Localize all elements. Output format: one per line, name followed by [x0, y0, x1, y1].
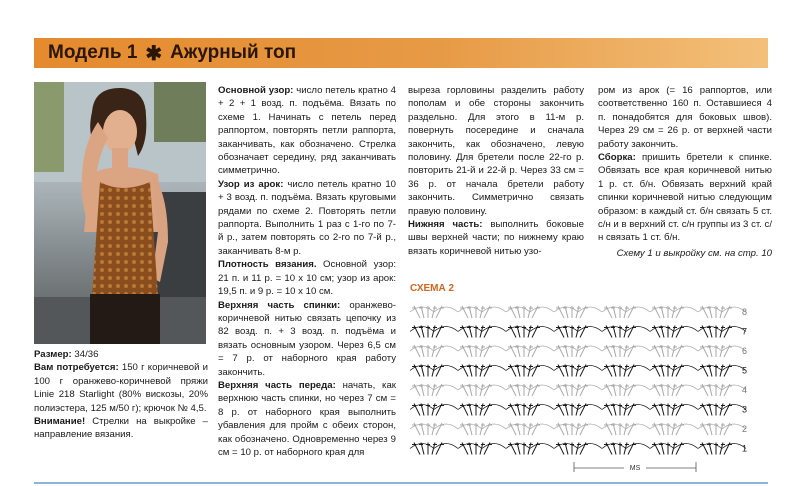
row-number: 3 [742, 404, 748, 415]
paragraph-text: выреза горловины разделить работу пополам и обе стороны закончить раздельно. Для этого в 11-м р. повернуть посередине и сначала закончить, как обозначено, левую половину. Для бретели после 22-го р. повторить 21-й и 22-й р. Через 33 см = 36 р. от начала бретели работу закончить. Симметрично связать правую половину. [408, 85, 584, 217]
row-number: 6 [742, 346, 748, 356]
chain-arc [434, 385, 458, 390]
chain-arc [482, 405, 506, 410]
chain-arc [626, 405, 650, 410]
article-title: Ажурный топ [170, 42, 297, 63]
paragraph-label: Верхняя часть спинки: [218, 299, 341, 311]
chain-arc [674, 346, 698, 351]
chain-arc [626, 346, 650, 351]
chain-arc [674, 327, 698, 332]
chain-arc [434, 307, 458, 312]
chain-arc [530, 327, 554, 332]
row-number: 4 [742, 385, 748, 395]
paragraph [598, 84, 772, 151]
chain-arc [530, 385, 554, 390]
paragraph [218, 178, 396, 258]
chart-stitches [410, 306, 746, 455]
chain-arc [626, 424, 650, 429]
chain-arc [578, 327, 602, 332]
chain-arc [530, 346, 554, 351]
chain-arc [434, 444, 458, 449]
chain-arc [482, 346, 506, 351]
chain-arc [674, 366, 698, 371]
chain-arc [530, 307, 554, 312]
chain-arc [434, 327, 458, 332]
paragraph-text: оранжево-коричневой нитью связать цепочку из 82 возд. п. + 3 возд. п. подъёма и вязать основным узором. Через 6,5 см = 7 р. от наборного края работу закончить. [218, 299, 396, 378]
paragraph-label: Сборка: [598, 152, 636, 164]
materials-label: Вам потребуется: [34, 362, 119, 374]
chain-arc [530, 366, 554, 371]
size-label: Размер: [34, 349, 72, 360]
chain-arc [578, 346, 602, 351]
chain-arc [530, 424, 554, 429]
chain-arc [626, 366, 650, 371]
chain-arc [674, 405, 698, 410]
paragraph [218, 258, 396, 298]
chain-arc [482, 424, 506, 429]
chain-arc [482, 327, 506, 332]
paragraph-text: пришить бретели к спинке. Обвязать все края коричневой нитью 1 р. ст. б/н. Обвязать верхний край спинки коричневой нитью следующим образом: в каждый ст. б/н связать 5 ст. с/н и в верхний ст. с/н группы из 3 ст. с/н связать 1 ст. б/н. [598, 152, 772, 244]
paragraph-text: начать, как верхнюю часть спинки, но через 7 см = 8 р. от наборного края выполнить убавления для пройм с обеих сторон, как обозначено. Одновременно через 9 см = 10 р. от наборного края для [218, 379, 396, 458]
title-bar [34, 38, 768, 68]
row-number: 2 [742, 424, 748, 434]
chain-arc [434, 366, 458, 371]
chain-arc [578, 424, 602, 429]
paragraph [218, 379, 396, 459]
size-value: 34/36 [74, 349, 99, 360]
chain-arc [578, 444, 602, 449]
column-sizes [34, 348, 208, 442]
paragraph-text: число петель кратно 4 + 2 + 1 возд. п. подъёма. Вязать по схеме 1. Начинать с петель перед раппортом, повторять петли раппорта, заканчивать, как обозначено. Стрелка обозначает середину, ряд заканчивать симметрично. [218, 85, 397, 177]
paragraph-label: Плотность вязания. [218, 259, 317, 271]
chain-arc [482, 385, 506, 390]
paragraph-label: Верхняя часть переда: [218, 379, 336, 391]
note-label: Внимание! [34, 416, 86, 428]
chain-arc [482, 307, 506, 312]
paragraph [218, 299, 396, 379]
bottom-rule [34, 482, 768, 484]
star-icon: ✱ [145, 42, 163, 65]
row-number: 7 [742, 326, 748, 337]
paragraph-label: Основной узор: [218, 85, 294, 96]
paragraph-text: Основной узор: 21 п. и 11 р. = 10 х 10 см; узор из арок: 19,5 п. и 9 р. = 10 х 10 см. [218, 259, 396, 298]
row-number: 8 [742, 307, 748, 317]
chain-arc [434, 346, 458, 351]
photo-illustration [34, 82, 206, 344]
column-2 [218, 84, 396, 459]
paragraph [408, 218, 584, 258]
chain-arc [674, 307, 698, 312]
chain-arc [530, 405, 554, 410]
chain-arc [626, 307, 650, 312]
chain-arc [626, 385, 650, 390]
paragraph-label: Нижняя часть: [408, 219, 483, 231]
materials-value: 150 г коричневой и 100 г оранжево-коричневой пряжи Linie 218 Starlight (80% вискозы, 20% полиэстера, 125 м/50 г); крючок № 4,5. [34, 362, 208, 414]
chart-title: СХЕМА 2 [410, 283, 455, 294]
paragraph-label: Узор из арок: [218, 178, 284, 190]
chain-arc [626, 327, 650, 332]
chain-arc [578, 307, 602, 312]
repeat-label: MS [629, 465, 641, 472]
row-number: 1 [742, 443, 748, 454]
chain-arc [674, 424, 698, 429]
paragraph [218, 84, 396, 178]
chain-arc [434, 424, 458, 429]
crochet-chart [406, 296, 752, 476]
chain-arc [674, 385, 698, 390]
chain-arc [674, 444, 698, 449]
reference-note: Схему 1 и выкройку см. на стр. 10 [616, 247, 772, 259]
repeat-bracket [574, 462, 696, 472]
paragraph-text: выполнить боковые швы верхней части; по нижнему краю вязать коричневой нитью узо- [408, 219, 584, 257]
row-number: 5 [742, 365, 748, 376]
paragraph [408, 84, 584, 218]
chart-row-numbers [742, 307, 747, 454]
chain-arc [578, 366, 602, 371]
chain-arc [578, 405, 602, 410]
chain-arc [530, 444, 554, 449]
paragraph-text: ром из арок (= 16 раппортов, или соответственно 160 п. Оставшиеся 4 п. понадобятся для боковых швов). Через 29 см = 26 р. от верхней части работу закончить. [598, 85, 772, 150]
column-4 [598, 84, 772, 260]
chain-arc [578, 385, 602, 390]
paragraph [598, 151, 772, 245]
chain-arc [482, 444, 506, 449]
column-3 [408, 84, 584, 258]
note-value: Стрелки на выкройке – направление вязания. [34, 416, 208, 441]
model-photo [34, 82, 206, 344]
chain-arc [626, 444, 650, 449]
chain-arc [434, 405, 458, 410]
chain-arc [482, 366, 506, 371]
model-number: Модель 1 [48, 42, 138, 63]
paragraph-text: число петель кратно 10 + 3 возд. п. подъёма. Вязать круговыми рядами по схеме 2. Повторять петли раппорта. Выполнить 1 раз с 1-го по 7-й р., затем повторять со 2-го по 7-й р., заканчивать 8-м р. [218, 178, 396, 257]
